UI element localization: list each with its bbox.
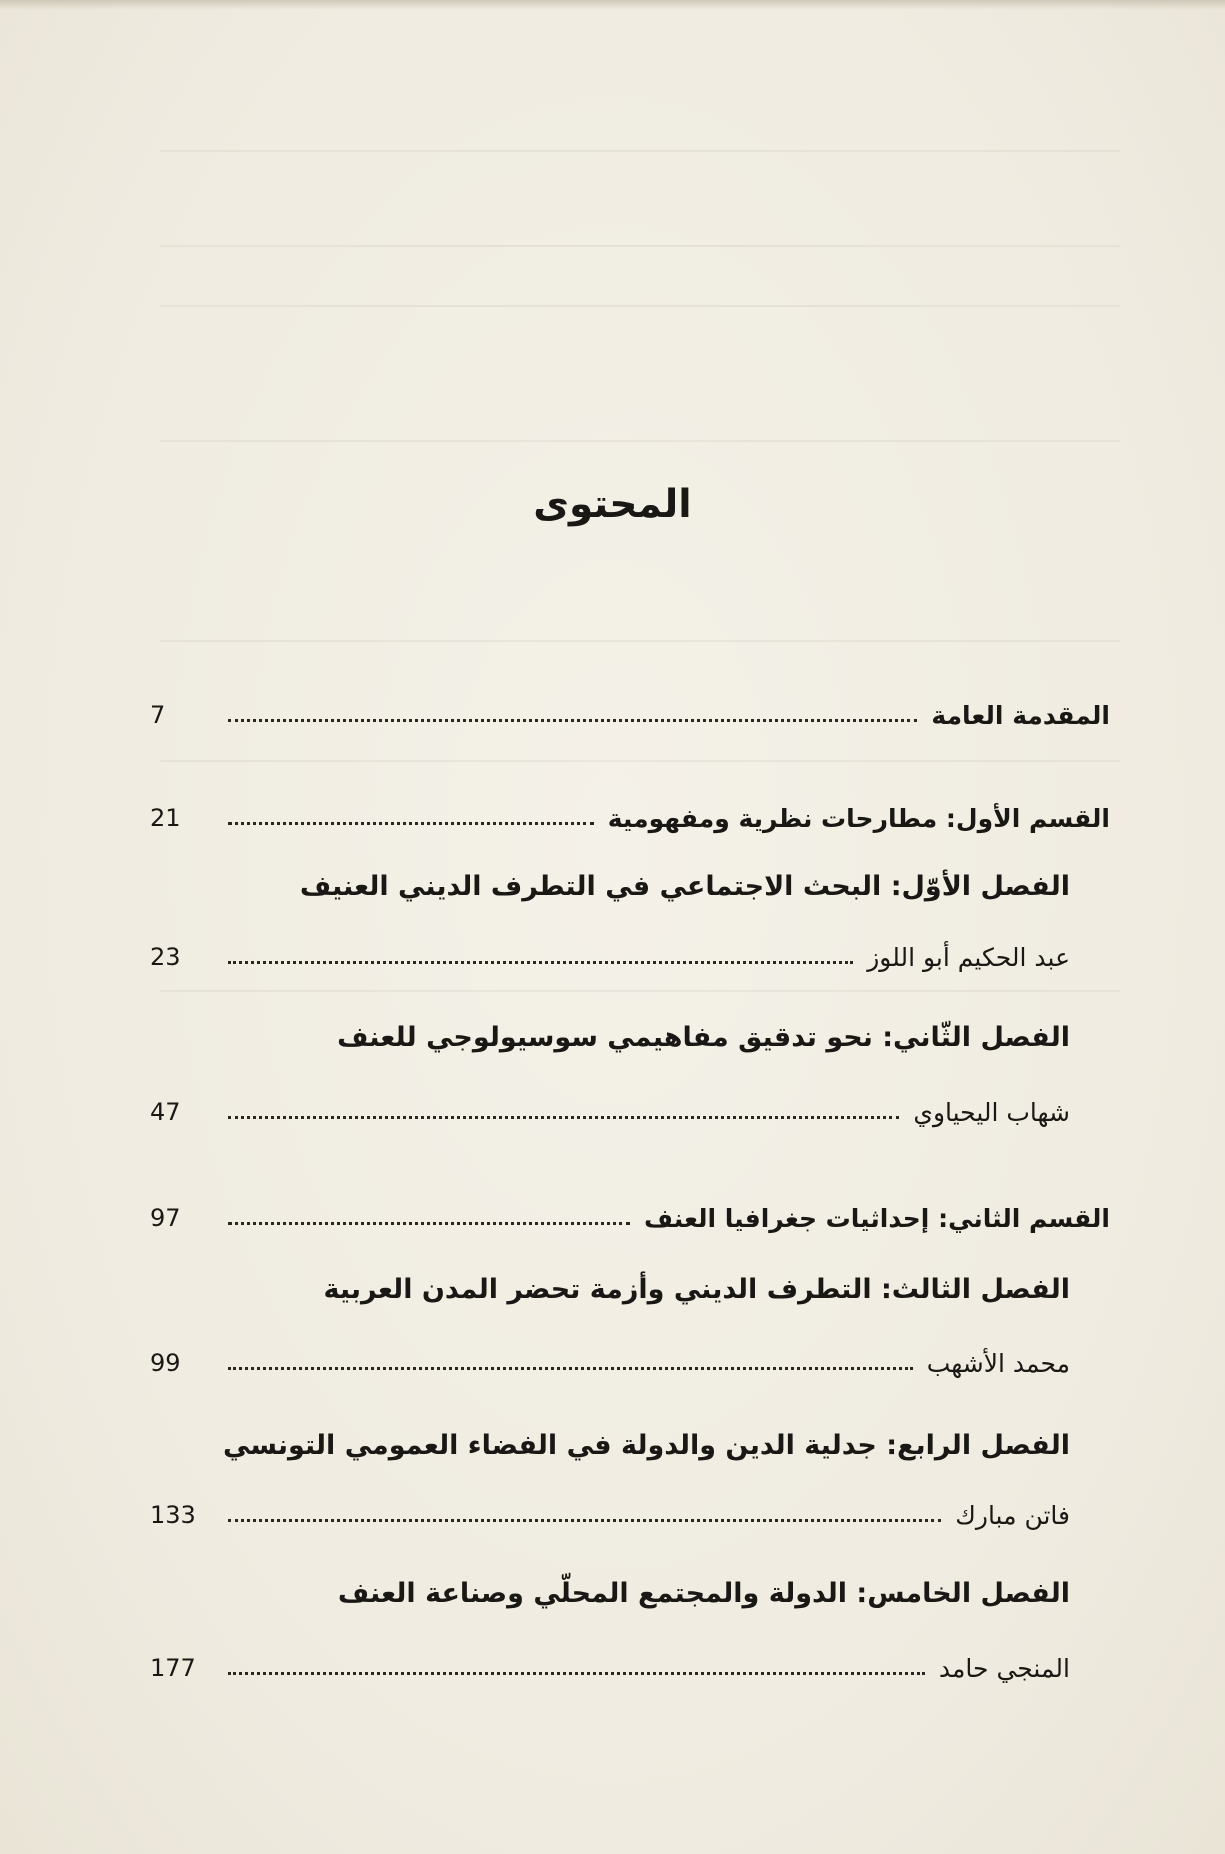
chapter-title-2[interactable]: الفصل الثّاني: نحو تدقيق مفاهيمي سوسيولوجي للعنف bbox=[337, 1022, 1070, 1053]
show-through-line bbox=[160, 245, 1120, 247]
show-through-line bbox=[160, 640, 1120, 642]
dot-leader bbox=[228, 1222, 630, 1225]
author-name: محمد الأشهب bbox=[926, 1348, 1070, 1378]
toc-entry-section-2[interactable] bbox=[150, 1193, 1110, 1243]
dot-leader bbox=[228, 1367, 913, 1370]
dot-leader bbox=[228, 1116, 899, 1119]
page-number: 133 bbox=[150, 1501, 196, 1529]
page-number: 99 bbox=[150, 1349, 181, 1377]
toc-entry-chapter-5-author[interactable] bbox=[150, 1643, 1070, 1693]
show-through-line bbox=[160, 440, 1120, 442]
chapter-title-3[interactable]: الفصل الثالث: التطرف الديني وأزمة تحضر المدن العربية bbox=[323, 1274, 1070, 1305]
author-name: عبد الحكيم أبو اللوز bbox=[867, 942, 1070, 972]
page-number: 7 bbox=[150, 701, 166, 729]
toc-entry-chapter-2-author[interactable] bbox=[150, 1087, 1070, 1137]
section-label: القسم الثاني: إحداثيات جغرافيا العنف bbox=[644, 1203, 1110, 1233]
chapter-title-4[interactable]: الفصل الرابع: جدلية الدين والدولة في الفضاء العمومي التونسي bbox=[223, 1430, 1070, 1461]
dot-leader bbox=[228, 1519, 941, 1522]
toc-entry-chapter-1-author[interactable] bbox=[150, 932, 1070, 982]
chapter-title-1[interactable]: الفصل الأوّل: البحث الاجتماعي في التطرف الديني العنيف bbox=[299, 871, 1070, 902]
page-number: 177 bbox=[150, 1654, 196, 1682]
dot-leader bbox=[228, 961, 853, 964]
author-name: فاتن مبارك bbox=[955, 1500, 1070, 1530]
toc-entry-section-1[interactable] bbox=[150, 793, 1110, 843]
entry-label: المقدمة العامة bbox=[931, 700, 1110, 730]
page-number: 97 bbox=[150, 1204, 181, 1232]
page-number: 47 bbox=[150, 1098, 181, 1126]
dot-leader bbox=[228, 719, 917, 722]
author-name: المنجي حامد bbox=[938, 1653, 1070, 1683]
dot-leader bbox=[228, 822, 594, 825]
show-through-line bbox=[160, 305, 1120, 307]
page-title: المحتوى bbox=[533, 482, 692, 527]
show-through-line bbox=[160, 150, 1120, 152]
show-through-line bbox=[160, 760, 1120, 762]
dot-leader bbox=[228, 1672, 925, 1675]
page-top-edge-shadow bbox=[0, 0, 1225, 10]
section-label: القسم الأول: مطارحات نظرية ومفهومية bbox=[607, 803, 1110, 833]
page-number: 23 bbox=[150, 943, 181, 971]
chapter-title-5[interactable]: الفصل الخامس: الدولة والمجتمع المحلّي وصناعة العنف bbox=[337, 1578, 1070, 1609]
toc-entry-chapter-3-author[interactable] bbox=[150, 1338, 1070, 1388]
toc-entry-introduction[interactable] bbox=[150, 690, 1110, 740]
toc-entry-chapter-4-author[interactable] bbox=[150, 1490, 1070, 1540]
page-number: 21 bbox=[150, 804, 181, 832]
show-through-line bbox=[160, 990, 1120, 992]
author-name: شهاب اليحياوي bbox=[913, 1097, 1070, 1127]
